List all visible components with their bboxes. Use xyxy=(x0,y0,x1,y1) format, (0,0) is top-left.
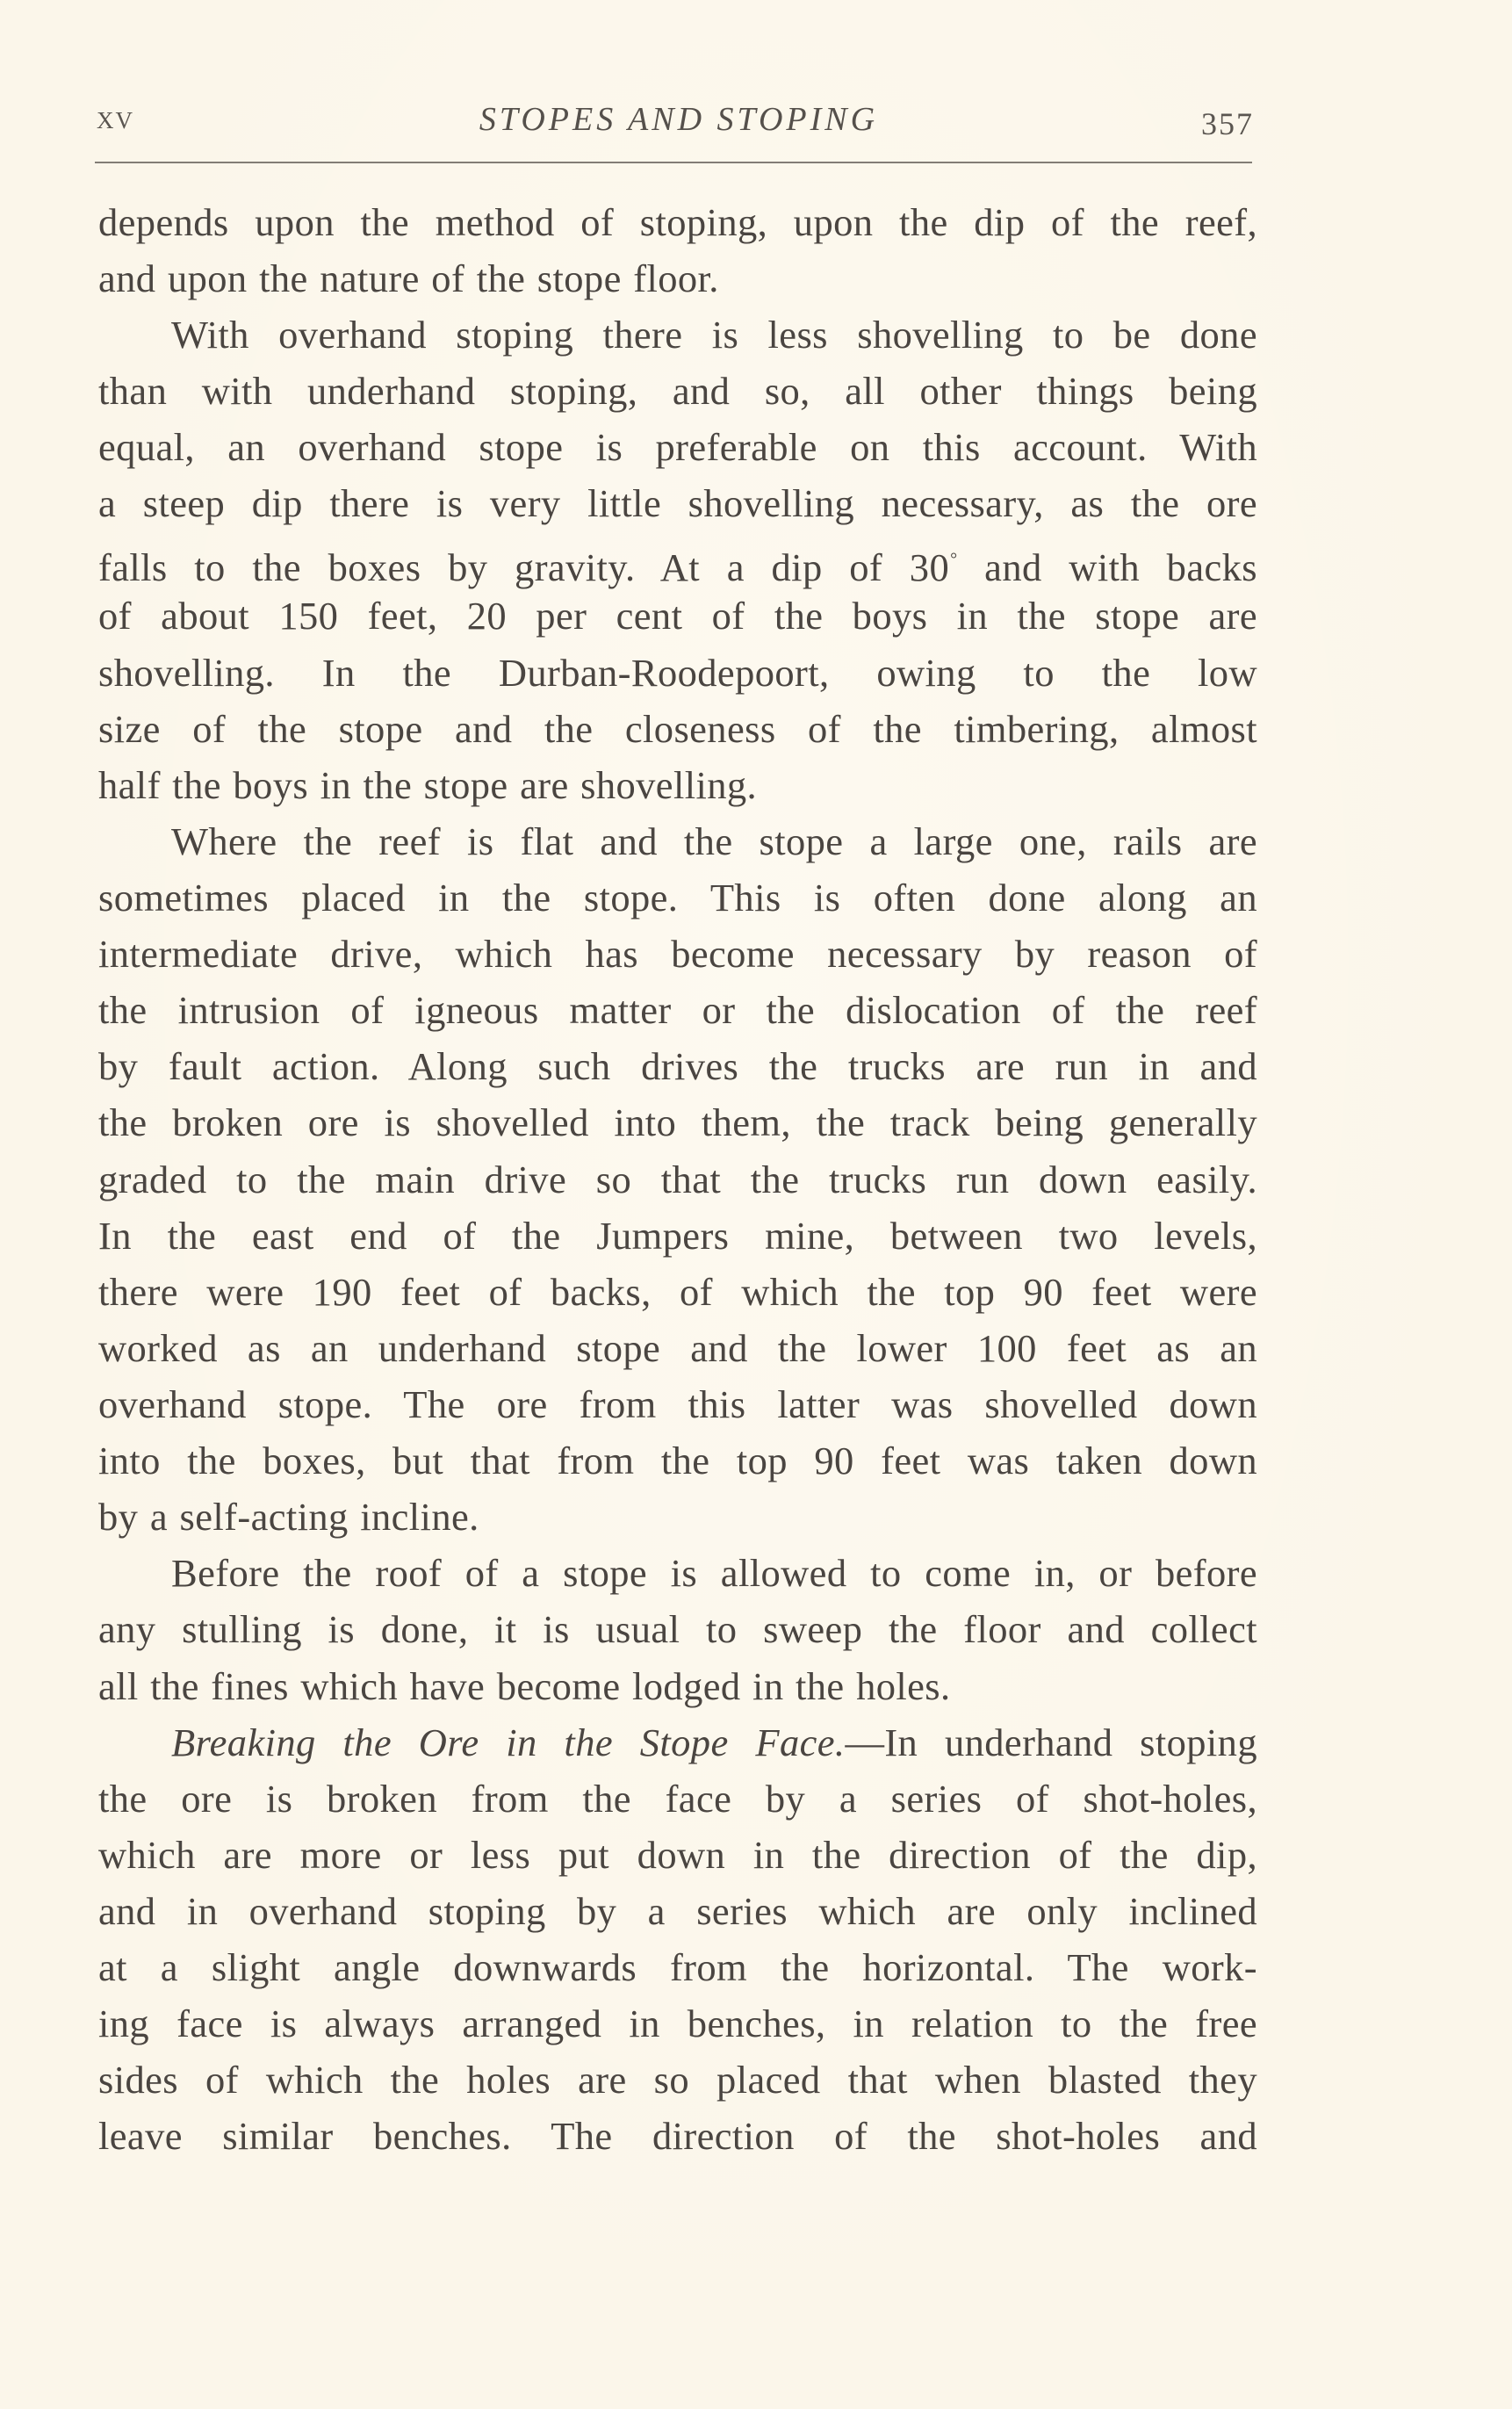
paragraph-first-line: Where the reef is flat and the stope a large one, rails are xyxy=(171,819,1257,863)
text-line: In the east end of the Jumpers mine, between two levels, xyxy=(98,1214,1257,1258)
text-line: overhand stope. The ore from this latter was shovelled down xyxy=(98,1382,1257,1426)
text-line: the intrusion of igneous matter or the dislocation of the reef xyxy=(98,988,1257,1032)
text-line: a steep dip there is very little shovelling necessary, as the ore xyxy=(98,481,1257,525)
text-line: size of the stope and the closeness of the timbering, almost xyxy=(98,707,1257,751)
text-line: and upon the nature of the stope floor. xyxy=(98,256,719,300)
page-number: 357 xyxy=(1201,106,1254,141)
text-line: the broken ore is shovelled into them, the track being generally xyxy=(98,1100,1257,1144)
text-line: ing face is always arranged in benches, in relation to the free xyxy=(98,2001,1257,2045)
text-line: by fault action. Along such drives the trucks are run in and xyxy=(98,1044,1257,1088)
text-line: equal, an overhand stope is preferable on this account. With xyxy=(98,425,1257,469)
paragraph-first-line: Before the roof of a stope is allowed to come in, or before xyxy=(171,1551,1257,1595)
text-line xyxy=(98,531,1257,588)
text-line: all the fines which have become lodged in the holes. xyxy=(98,1664,951,1708)
text-line: and in overhand stoping by a series which are only inclined xyxy=(98,1889,1257,1933)
text-segment: falls to the boxes by gravity. At a dip of 30 xyxy=(98,545,950,589)
section-heading: Breaking the Ore in the Stope Face. xyxy=(171,1720,846,1764)
text-segment: —In underhand stoping xyxy=(845,1720,1257,1764)
header-rule xyxy=(95,162,1252,163)
text-line: than with underhand stoping, and so, all other things being xyxy=(98,369,1257,413)
text-line: into the boxes, but that from the top 90 feet was taken down xyxy=(98,1439,1257,1482)
text-line: sides of which the holes are so placed that when blasted they xyxy=(98,2058,1257,2102)
chapter-number: XV xyxy=(97,107,134,133)
text-line: intermediate drive, which has become necessary by reason of xyxy=(98,932,1257,976)
text-line: shovelling. In the Durban-Roodepoort, owing to the low xyxy=(98,651,1257,695)
running-head xyxy=(95,98,1256,142)
text-line: which are more or less put down in the direction of the dip, xyxy=(98,1833,1257,1877)
text-line: half the boys in the stope are shovelling. xyxy=(98,763,758,807)
text-line: by a self-acting incline. xyxy=(98,1495,479,1539)
section-heading-line xyxy=(171,1714,1257,1771)
text-line: sometimes placed in the stope. This is often done along an xyxy=(98,876,1257,920)
text-line: leave similar benches. The direction of the shot-holes and xyxy=(98,2114,1257,2158)
text-segment: and with backs xyxy=(957,545,1257,589)
paragraph-first-line: With overhand stoping there is less shovelling to be done xyxy=(171,313,1257,357)
text-line: the ore is broken from the face by a series of shot-holes, xyxy=(98,1777,1257,1821)
running-title: STOPES AND STOPING xyxy=(479,101,879,138)
text-line: any stulling is done, it is usual to sweep the floor and collect xyxy=(98,1607,1257,1651)
text-line: there were 190 feet of backs, of which the top 90 feet were xyxy=(98,1270,1257,1314)
degree-symbol: ° xyxy=(950,550,958,569)
text-line: at a slight angle downwards from the horizontal. The work- xyxy=(98,1945,1257,1989)
text-line: depends upon the method of stoping, upon the dip of the reef, xyxy=(98,200,1257,244)
text-line: graded to the main drive so that the trucks run down easily. xyxy=(98,1158,1257,1201)
text-line: worked as an underhand stope and the lower 100 feet as an xyxy=(98,1326,1257,1370)
text-line: of about 150 feet, 20 per cent of the boys in the stope are xyxy=(98,594,1257,638)
